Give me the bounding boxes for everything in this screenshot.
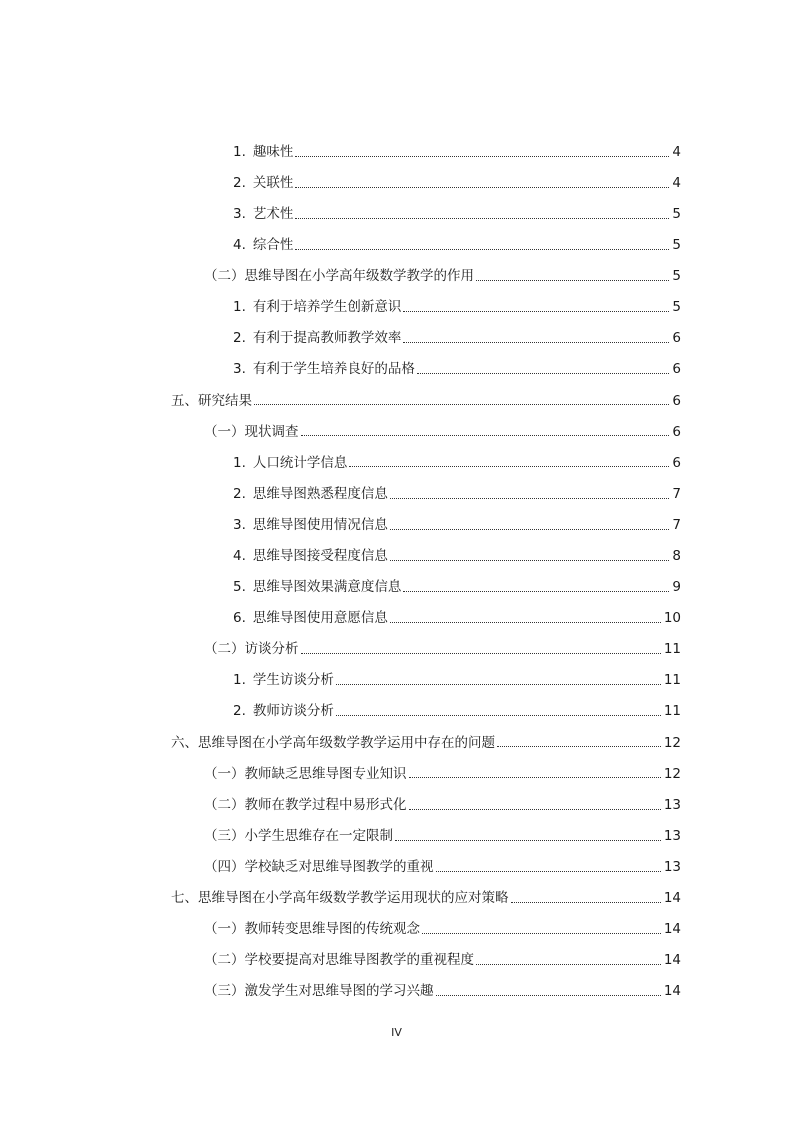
toc-entry-page: 14 xyxy=(663,952,681,969)
toc-entry[interactable] xyxy=(0,945,681,976)
toc-entry-number: 6. xyxy=(233,610,246,627)
toc-dot-leader xyxy=(476,279,669,281)
toc-dot-leader xyxy=(301,652,661,654)
toc-entry-page: 7 xyxy=(672,516,681,533)
toc-entry-number: 2. xyxy=(233,174,246,191)
toc-entry-title: （二）学校要提高对思维导图教学的重视程度 xyxy=(204,952,474,969)
toc-entry-title: 六、思维导图在小学高年级数学教学运用中存在的问题 xyxy=(171,734,495,751)
toc-entry-page: 14 xyxy=(663,983,681,1000)
toc-entry-number: 3. xyxy=(233,205,246,222)
toc-entry-title: 有利于提高教师教学效率 xyxy=(252,330,402,347)
toc-entry-title: 七、思维导图在小学高年级数学教学运用现状的应对策略 xyxy=(171,890,509,907)
toc-entry[interactable] xyxy=(0,635,681,666)
toc-entry-number: 3. xyxy=(233,516,246,533)
toc-entry-title: 思维导图使用情况信息 xyxy=(252,516,388,533)
toc-dot-leader xyxy=(497,745,661,747)
toc-entry[interactable] xyxy=(0,168,681,199)
toc-entry[interactable] xyxy=(0,479,681,510)
toc-entry-page: 6 xyxy=(672,423,681,440)
toc-entry-title: 有利于学生培养良好的品格 xyxy=(252,361,415,378)
toc-entry-title: 思维导图接受程度信息 xyxy=(252,548,388,565)
toc-entry-title: （一）教师缺乏思维导图专业知识 xyxy=(204,765,407,782)
toc-entry-title: 有利于培养学生创新意识 xyxy=(252,299,402,316)
toc-entry-page: 6 xyxy=(672,454,681,471)
toc-dot-leader xyxy=(395,839,661,841)
toc-entry[interactable] xyxy=(0,697,681,728)
toc-entry-page: 5 xyxy=(672,268,681,285)
toc-dot-leader xyxy=(403,341,669,343)
toc-dot-leader xyxy=(336,714,661,716)
toc-entry-title: （四）学校缺乏对思维导图教学的重视 xyxy=(204,858,434,875)
toc-entry[interactable] xyxy=(0,510,681,541)
toc-entry-page: 6 xyxy=(672,361,681,378)
toc-entry[interactable] xyxy=(0,759,681,790)
toc-entry-page: 11 xyxy=(663,641,681,658)
toc-entry-page: 11 xyxy=(663,703,681,720)
toc-entry[interactable] xyxy=(0,977,681,1008)
toc-dot-leader xyxy=(295,217,669,219)
toc-dot-leader xyxy=(436,870,661,872)
toc-entry-title: （三）小学生思维存在一定限制 xyxy=(204,827,393,844)
toc-entry-page: 13 xyxy=(663,796,681,813)
toc-dot-leader xyxy=(301,434,670,436)
toc-entry-title: 学生访谈分析 xyxy=(252,672,334,689)
toc-entry-page: 14 xyxy=(663,890,681,907)
toc-dot-leader xyxy=(390,559,670,561)
toc-dot-leader xyxy=(349,465,669,467)
toc-entry-page: 12 xyxy=(663,734,681,751)
toc-entry[interactable] xyxy=(0,324,681,355)
toc-entry-page: 4 xyxy=(672,174,681,191)
table-of-contents xyxy=(0,137,793,1008)
toc-entry-title: 艺术性 xyxy=(252,205,294,222)
toc-entry[interactable] xyxy=(0,852,681,883)
toc-entry[interactable] xyxy=(0,541,681,572)
toc-entry[interactable] xyxy=(0,914,681,945)
toc-entry[interactable] xyxy=(0,292,681,323)
toc-entry-page: 13 xyxy=(663,827,681,844)
toc-entry-title: 教师访谈分析 xyxy=(252,703,334,720)
toc-entry-number: 2. xyxy=(233,485,246,502)
toc-entry[interactable] xyxy=(0,603,681,634)
toc-entry-title: 五、研究结果 xyxy=(171,392,252,409)
toc-entry-title: （一）现状调查 xyxy=(204,423,299,440)
toc-entry[interactable] xyxy=(0,448,681,479)
toc-dot-leader xyxy=(336,683,661,685)
toc-entry-page: 5 xyxy=(672,205,681,222)
toc-entry-page: 10 xyxy=(663,610,681,627)
toc-dot-leader xyxy=(254,403,669,405)
toc-dot-leader xyxy=(390,528,670,530)
toc-dot-leader xyxy=(390,497,670,499)
toc-entry-title: 思维导图熟悉程度信息 xyxy=(252,485,388,502)
toc-entry-number: 4. xyxy=(233,237,246,254)
toc-entry-number: 2. xyxy=(233,703,246,720)
toc-dot-leader xyxy=(417,372,670,374)
toc-entry-number: 3. xyxy=(233,361,246,378)
toc-entry-title: （二）教师在教学过程中易形式化 xyxy=(204,796,407,813)
toc-dot-leader xyxy=(511,901,661,903)
toc-entry[interactable] xyxy=(0,417,681,448)
toc-entry-page: 5 xyxy=(672,299,681,316)
toc-entry-number: 2. xyxy=(233,330,246,347)
toc-dot-leader xyxy=(295,248,669,250)
toc-entry-page: 6 xyxy=(672,330,681,347)
toc-entry[interactable] xyxy=(0,666,681,697)
page-number: IV xyxy=(391,1026,402,1039)
toc-entry-page: 6 xyxy=(672,392,681,409)
toc-entry-title: （一）教师转变思维导图的传统观念 xyxy=(204,921,420,938)
toc-entry-title: 思维导图使用意愿信息 xyxy=(252,610,388,627)
toc-entry[interactable] xyxy=(0,572,681,603)
toc-entry-title: （二）思维导图在小学高年级数学教学的作用 xyxy=(204,268,474,285)
toc-entry-number: 1. xyxy=(233,672,246,689)
toc-dot-leader xyxy=(436,994,661,996)
toc-entry[interactable] xyxy=(0,261,681,292)
toc-entry[interactable] xyxy=(0,199,681,230)
toc-entry-title: 人口统计学信息 xyxy=(252,454,348,471)
toc-entry-number: 5. xyxy=(233,579,246,596)
toc-entry-page: 14 xyxy=(663,921,681,938)
toc-dot-leader xyxy=(476,963,661,965)
toc-entry[interactable] xyxy=(0,137,681,168)
toc-entry-title: （二）访谈分析 xyxy=(204,641,299,658)
toc-dot-leader xyxy=(403,590,669,592)
toc-entry[interactable] xyxy=(0,821,681,852)
toc-entry-page: 8 xyxy=(672,548,681,565)
toc-entry-title: 趣味性 xyxy=(252,143,294,160)
toc-entry-page: 11 xyxy=(663,672,681,689)
toc-entry-title: （三）激发学生对思维导图的学习兴趣 xyxy=(204,983,434,1000)
toc-dot-leader xyxy=(403,310,669,312)
toc-entry-page: 13 xyxy=(663,858,681,875)
toc-entry[interactable] xyxy=(0,386,681,417)
toc-entry-number: 4. xyxy=(233,548,246,565)
toc-dot-leader xyxy=(390,621,661,623)
toc-entry-number: 1. xyxy=(233,299,246,316)
toc-entry[interactable] xyxy=(0,728,681,759)
toc-entry[interactable] xyxy=(0,355,681,386)
toc-dot-leader xyxy=(409,776,661,778)
toc-entry-page: 7 xyxy=(672,485,681,502)
toc-entry-page: 9 xyxy=(672,579,681,596)
toc-entry-page: 4 xyxy=(672,143,681,160)
toc-dot-leader xyxy=(409,808,661,810)
toc-entry-number: 1. xyxy=(233,143,246,160)
toc-entry-number: 1. xyxy=(233,454,246,471)
toc-entry[interactable] xyxy=(0,790,681,821)
toc-entry-page: 12 xyxy=(663,765,681,782)
toc-entry-title: 思维导图效果满意度信息 xyxy=(252,579,402,596)
toc-entry[interactable] xyxy=(0,883,681,914)
toc-entry-page: 5 xyxy=(672,237,681,254)
toc-dot-leader xyxy=(422,932,661,934)
toc-dot-leader xyxy=(295,186,669,188)
toc-entry-title: 关联性 xyxy=(252,174,294,191)
toc-entry-title: 综合性 xyxy=(252,237,294,254)
toc-entry[interactable] xyxy=(0,230,681,261)
toc-dot-leader xyxy=(295,155,669,157)
